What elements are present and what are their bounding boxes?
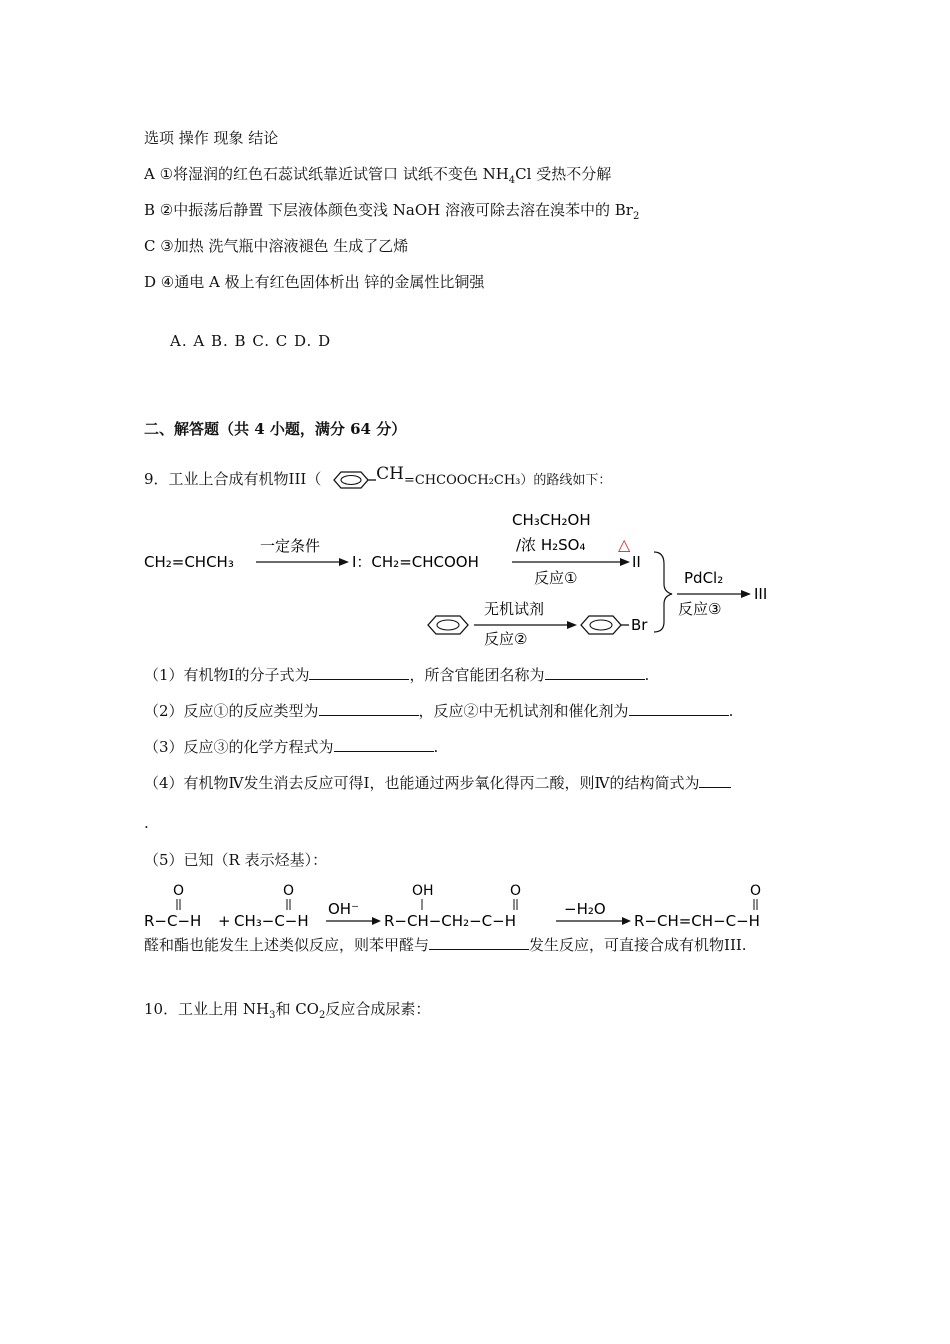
known-o1: O [173,883,185,899]
scheme-br: Br [631,616,648,634]
q9-struct-rest: =CHCOOCH₂CH₃）的路线如下： [403,473,612,488]
q9-sub2 [144,700,733,721]
known-o2: O [283,883,295,899]
known-o3: O [510,883,522,899]
q9-tail [144,934,747,955]
scheme-react3: 反应③ [678,600,722,618]
scheme-react2: 反应② [484,630,528,648]
known-prod: R−CH−CH₂−C−H [384,912,516,930]
option-row-d [144,271,484,292]
q9-sub3-blank[interactable] [334,737,434,752]
q9-tail-b: 发生反应，可直接合成有机物III. [529,936,747,954]
option-row-a [144,163,611,186]
known-oh: OH⁻ [328,900,360,918]
q9-struct-ch: CH [376,464,404,484]
option-row-b [144,199,639,222]
q10-post: 反应合成尿素： [325,1000,431,1018]
q9-sub1 [144,664,649,685]
q9-sub2-c: . [728,702,734,720]
scheme-reagent1: CH₃CH₂OH [512,511,591,529]
scheme-heat: △ [618,535,631,554]
scheme-pdcl2: PdCl₂ [684,569,724,587]
reaction-scheme [144,504,804,654]
known-oh-group: OH [412,883,434,899]
scheme-cond1: 一定条件 [260,537,321,555]
q9-tail-blank[interactable] [429,935,529,950]
row-b-text: B ②中振荡后静置 下层液体颜色变浅 NaOH 溶液可除去溶在溴苯中的 Br [144,201,633,219]
q9-sub4-a: （4）有机物Ⅳ发生消去反应可得Ⅰ，也能通过两步氧化得丙二酸，则Ⅳ的结构简式为 [144,774,700,792]
known-arrowhead1 [372,917,381,925]
scheme-prod3: III [754,585,768,603]
q9-sub1-blank2[interactable] [545,665,645,680]
section-title: 二、解答题（共 4 小题，满分 64 分） [144,420,407,438]
q9-sub2-blank2[interactable] [629,701,729,716]
q9-sub2-b: ，反应②中无机试剂和催化剂为 [418,702,629,720]
q9-sub4-period: . [144,814,149,832]
q9-sub3-c: . [433,738,439,756]
q9-intro-text: 9．工业上合成有机物III（ [144,470,322,488]
known-r1: R−C−H [144,912,202,930]
row-d-text: D ④通电 A 极上有红色固体析出 锌的金属性比铜强 [144,273,485,291]
q9-sub4-blank[interactable] [699,773,731,788]
known-plus: + [218,912,231,930]
known-minus-h2o: −H₂O [564,900,606,918]
q9-sub4 [144,772,731,793]
answer-choices: A. A B. B C. C D. D [170,332,332,350]
q10-text [144,998,430,1021]
q10-sub2: 2 [318,1010,326,1021]
scheme-inorg: 无机试剂 [484,600,545,618]
scheme-mid: Ⅰ：CH₂=CHCOOH [352,553,479,571]
q9-sub2-a: （2）反应①的反应类型为 [144,702,319,720]
q9-sub1-c: . [644,666,650,684]
row-c-text: C ③加热 洗气瓶中溶液褪色 生成了乙烯 [144,237,409,255]
row-b-sub: 2 [632,211,640,222]
row-a-text: A ①将湿润的红色石蕊试纸靠近试管口 试纸不变色 NH [144,165,509,183]
q9-sub3-a: （3）反应③的化学方程式为 [144,738,334,756]
q9-sub1-b: ，所含官能团名称为 [409,666,545,684]
q9-sub1-a: （1）有机物Ⅰ的分子式为 [144,666,310,684]
known-final: R−CH=CH−C−H [634,912,760,930]
q9-tail-a: 醛和酯也能发生上述类似反应，则苯甲醛与 [144,936,430,954]
benzene-structure-icon [326,470,376,490]
option-row-c [144,235,408,256]
scheme-prod2: II [632,553,641,571]
q9-sub5: （5）已知（R 表示烃基）： [144,851,328,869]
scheme-start: CH₂=CHCH₃ [144,553,234,571]
bromobenzene-ring-icon [581,616,629,634]
known-reaction [144,880,804,936]
q9-sub2-blank1[interactable] [319,701,419,716]
row-a-suffix: Cl 受热不分解 [515,165,612,183]
merge-brace [654,552,672,632]
arrowhead-4 [567,621,577,629]
arrowhead-2 [620,558,630,566]
known-arrowhead2 [622,917,631,925]
q10-sub1: 3 [269,1010,276,1021]
q9-intro [144,464,611,490]
q10-pre: 10．工业上用 NH [144,1000,270,1018]
arrowhead-3 [741,590,751,598]
table-header: 选项 操作 现象 结论 [144,129,279,147]
known-ch3: CH₃−C−H [234,912,309,930]
row-a-sub: 4 [508,175,516,186]
q10-mid: 和 CO [275,1000,319,1018]
q9-sub3 [144,736,438,757]
q9-sub1-blank1[interactable] [309,665,409,680]
known-o4: O [750,883,762,899]
benzene-ring-icon [428,616,468,634]
scheme-reagent2: /浓 H₂SO₄ [516,536,586,554]
scheme-react1: 反应① [534,569,578,587]
arrowhead-1 [339,558,349,566]
